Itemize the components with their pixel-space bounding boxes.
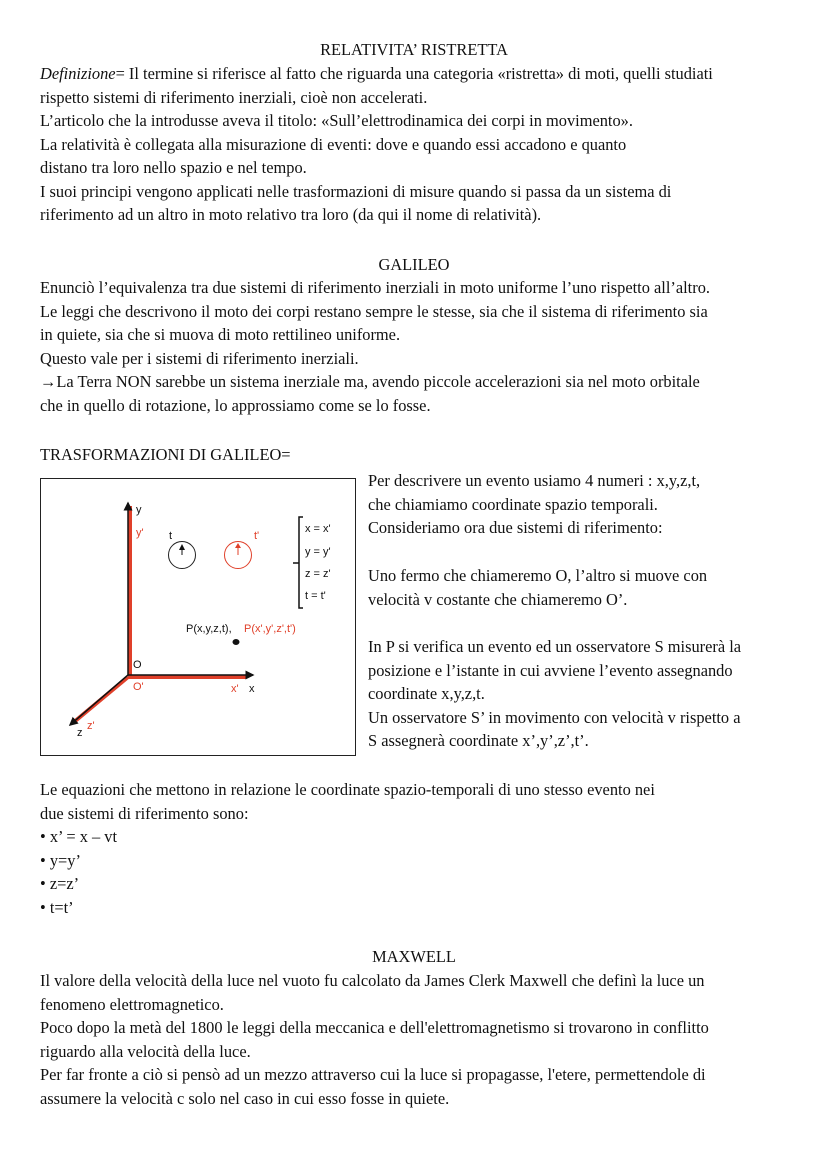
equation: x = x' [305, 523, 331, 535]
equation-bullet: • t=t’ [40, 897, 74, 917]
clock-t-label: t [169, 530, 173, 542]
definition-line: La relatività è collegata alla misurazione di eventi: dove e quando essi accadono e quanto [40, 134, 627, 154]
galileo-paragraph [40, 276, 710, 417]
galileo-line: →La Terra NON sarebbe un sistema inerziale ma, avendo piccole accelerazioni sia nel moto orbitale [40, 372, 700, 391]
definition-line: rispetto sistemi di riferimento inerziali, cioè non accelerati. [40, 87, 428, 107]
equation: y = y' [305, 546, 331, 558]
equations-bracket [293, 517, 303, 608]
maxwell-paragraph [40, 969, 709, 1110]
origin-prime-label: O' [133, 681, 144, 693]
galileo-lines [40, 276, 710, 417]
y-prime-label: y' [136, 527, 144, 539]
transformations-line: S assegnerà coordinate x’,y’,z’,t’. [368, 731, 589, 750]
x-prime-label: x' [231, 683, 239, 695]
equation: t = t' [305, 590, 326, 602]
clock-t-prime-label: t' [254, 530, 260, 542]
galileo-line: Enunciò l’equivalenza tra due sistemi di riferimento inerziali in moto uniforme l’uno rispetto all’altro. [40, 278, 710, 297]
equations-intro-lines [40, 778, 655, 825]
equation: z = z' [305, 568, 331, 580]
x-axis [128, 675, 253, 677]
definition-line: I suoi principi vengono applicati nelle trasformazioni di misure quando si passa da un sistema di [40, 181, 672, 201]
transformations-line: Per descrivere un evento usiamo 4 numeri : x,y,z,t, [368, 471, 701, 490]
maxwell-heading: MAXWELL [372, 947, 456, 966]
document-title: RELATIVITA’ RISTRETTA [320, 40, 508, 59]
galileo-line: Questo vale per i sistemi di riferimento inerziali. [40, 348, 359, 368]
equation-bullets [40, 825, 117, 919]
definition-text: = Il termine si riferisce al fatto che riguarda una categoria «ristretta» di moti, quelli studiati [115, 64, 713, 83]
transformations-lines [368, 469, 700, 540]
y-axis [128, 503, 130, 675]
maxwell-line: Poco dopo la metà del 1800 le leggi della meccanica e dell'elettromagnetismo si trovarono in conflitto [40, 1018, 709, 1037]
transformations-text-2 [368, 564, 707, 611]
transformations-heading: TRASFORMAZIONI DI GALILEO= [40, 445, 291, 464]
origin-label: O [133, 659, 142, 671]
event-point [233, 639, 240, 645]
transformations-text-3 [368, 635, 741, 753]
transformations-line: che chiamiamo coordinate spazio temporali. [368, 494, 658, 514]
maxwell-lines [40, 969, 709, 1110]
transformations-line: coordinate x,y,z,t. [368, 684, 485, 703]
galileo-heading: GALILEO [378, 255, 450, 274]
clock-prime-icon [225, 542, 252, 569]
definition-line: L’articolo che la introdusse aveva il titolo: «Sull’elettrodinamica dei corpi in movimento». [40, 111, 633, 130]
maxwell-line: riguardo alla velocità della luce. [40, 1041, 251, 1061]
equation-bullet: • x’ = x – vt [40, 827, 118, 846]
maxwell-line: assumere la velocità c solo nel caso in cui esso fosse in quiete. [40, 1088, 450, 1108]
definition-line: riferimento ad un altro in moto relativo tra loro (da qui il nome di relatività). [40, 205, 542, 224]
definition-lines [40, 86, 713, 227]
equation-bullet: • y=y’ [40, 850, 81, 870]
definition-first-line [40, 62, 713, 86]
definition-label: Definizione [40, 64, 116, 83]
point-label: P(x,y,z,t), [186, 623, 232, 635]
equations-intro-line: due sistemi di riferimento sono: [40, 803, 249, 823]
galileo-line: Le leggi che descrivono il moto dei corpi restano sempre le stesse, sia che il sistema di riferimento sia [40, 301, 708, 321]
clock-icon [169, 542, 196, 569]
transformations-text-1 [368, 469, 700, 540]
maxwell-line: fenomeno elettromagnetico. [40, 994, 224, 1014]
x-label: x [249, 683, 255, 695]
galileo-line: in quiete, sia che si muova di moto rettilineo uniforme. [40, 325, 401, 344]
point-prime-label: P(x',y',z',t') [244, 623, 296, 635]
galileo-line: che in quello di rotazione, lo approssiamo come se lo fosse. [40, 395, 431, 415]
maxwell-line: Il valore della velocità della luce nel vuoto fu calcolato da James Clerk Maxwell che definì la luce un [40, 971, 705, 990]
z-axis [70, 675, 128, 725]
transformations-lines [368, 564, 707, 611]
z-label: z [77, 727, 83, 739]
transformations-line: posizione e l’istante in cui avviene l’evento assegnando [368, 660, 733, 680]
equations-intro [40, 778, 655, 825]
transformations-line: Un osservatore S’ in movimento con velocità v rispetto a [368, 707, 741, 727]
transformations-line: In P si verifica un evento ed un osservatore S misurerà la [368, 637, 742, 656]
maxwell-line: Per far fronte a ciò si pensò ad un mezzo attraverso cui la luce si propagasse, l'etere, permettendole di [40, 1065, 706, 1084]
definition-paragraph [40, 62, 713, 227]
equations-intro-line: Le equazioni che mettono in relazione le coordinate spazio-temporali di uno stesso evento nei [40, 780, 655, 799]
equations-list [40, 825, 117, 919]
equation-bullet: • z=z’ [40, 874, 80, 893]
z-prime-label: z' [87, 720, 95, 732]
transformations-lines [368, 635, 741, 753]
galileo-coordinate-diagram [40, 478, 356, 756]
transformations-line: Uno fermo che chiameremo O, l’altro si muove con [368, 566, 708, 585]
y-label: y [136, 504, 142, 516]
transformations-line: Consideriamo ora due sistemi di riferimento: [368, 518, 663, 537]
definition-line: distano tra loro nello spazio e nel tempo. [40, 158, 307, 177]
transformations-line: velocità v costante che chiameremo O’. [368, 589, 628, 609]
